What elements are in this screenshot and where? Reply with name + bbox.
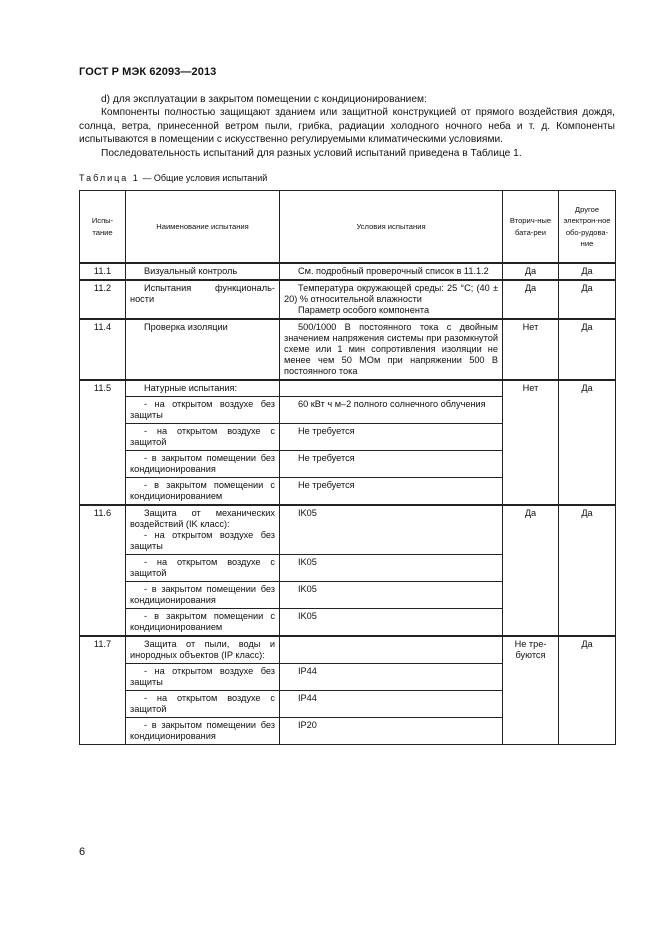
condition-text: См. подробный проверочный список в 11.1.2 (298, 266, 489, 276)
batteries-value: Да (503, 263, 559, 280)
test-conditions (280, 609, 503, 637)
test-conditions (280, 664, 503, 691)
test-conditions (280, 582, 503, 609)
batteries-value: Не тре-буются (503, 636, 559, 745)
test-conditions (280, 636, 503, 664)
batteries-value: Нет (503, 380, 559, 505)
test-subcondition: - на открытом воздухе с защитой (126, 691, 280, 718)
condition-text: IK05 (298, 508, 317, 518)
condition-text: Параметр особого компонента (298, 305, 430, 315)
other-equipment-value: Да (559, 505, 616, 636)
condition-text: IK05 (298, 584, 317, 594)
other-equipment-value: Да (559, 280, 616, 319)
test-number: 11.4 (80, 319, 126, 380)
test-conditions (280, 718, 503, 745)
table-row (80, 636, 616, 664)
header-test-number: Испы-тание (80, 191, 126, 264)
intro-paragraph-2: Компоненты полностью защищают зданием или защитной конструкцией от прямого воздействия дождя, солнца, ветра, принесенной ветром пыли, грибка, радиации холодного ночного неба и т. д. Компоненты испытываются в помещении с искусственно регулируемыми климатическими условиями. (79, 107, 615, 146)
test-subcondition: - на открытом воздухе без защиты (126, 397, 280, 424)
test-subcondition: - в закрытом помещении с кондиционированием (126, 478, 280, 506)
test-name: Визуальный контроль (126, 263, 280, 280)
condition-text: Не требуется (298, 453, 355, 463)
test-number: 11.2 (80, 280, 126, 319)
test-conditions (280, 397, 503, 424)
condition-text: Температура окружающей среды: 25 °С; (40 ± 20) % относительной влажности (284, 283, 498, 304)
intro-paragraph-1: d) для эксплуатации в закрытом помещении с кондиционированием: (101, 94, 427, 105)
condition-text: IK05 (298, 611, 317, 621)
condition-text: 60 кВт ч м–2 полного солнечного облучения (298, 399, 486, 409)
batteries-value: Нет (503, 319, 559, 380)
test-conditions (280, 478, 503, 506)
other-equipment-value: Да (559, 263, 616, 280)
header-other-equipment: Другое электрон-ное обо-рудова-ние (559, 191, 616, 264)
batteries-value: Да (503, 505, 559, 636)
test-number: 11.1 (80, 263, 126, 280)
test-conditions (280, 280, 503, 319)
test-conditions (280, 263, 503, 280)
header-test-name: Наименование испытания (126, 191, 280, 264)
test-name: Проверка изоляции (126, 319, 280, 380)
other-equipment-value: Да (559, 380, 616, 505)
table-caption (79, 173, 267, 183)
intro-text (79, 93, 615, 160)
test-subcondition: - на открытом воздухе без защиты (130, 530, 275, 551)
conditions-table (79, 190, 616, 745)
test-name (126, 505, 280, 555)
condition-text: IP44 (298, 693, 317, 703)
document-header: ГОСТ Р МЭК 62093—2013 (79, 66, 217, 78)
test-conditions (280, 424, 503, 451)
header-test-conditions: Условия испытания (280, 191, 503, 264)
test-conditions (280, 451, 503, 478)
test-name: Натурные испытания: (126, 380, 280, 397)
test-name-text: Защита от механических воздействий (IK класс): (130, 508, 275, 529)
condition-text: IK05 (298, 557, 317, 567)
test-conditions (280, 505, 503, 555)
test-subcondition: - на открытом воздухе без защиты (126, 664, 280, 691)
test-conditions (280, 380, 503, 397)
test-number: 11.5 (80, 380, 126, 505)
test-conditions (280, 555, 503, 582)
table-caption-title: — Общие условия испытаний (142, 173, 268, 183)
other-equipment-value: Да (559, 636, 616, 745)
condition-text: 500/1000 В постоянного тока с двойным значением напряжения системы при разомкнутой схеме или 1 мин сопротивления изоляции не менее чем 50 МОм при напряжении 500 В постоянного тока (284, 322, 498, 376)
table-row (80, 319, 616, 380)
condition-text: Не требуется (298, 426, 355, 436)
intro-paragraph-3: Последовательность испытаний для разных условий испытаний приведена в Таблице 1. (101, 147, 522, 159)
table-row (80, 280, 616, 319)
table-header-row (80, 191, 616, 264)
condition-text: IP44 (298, 666, 317, 676)
other-equipment-value: Да (559, 319, 616, 380)
test-name: Защита от пыли, воды и инородных объектов (IP класс): (126, 636, 280, 664)
page-number: 6 (79, 846, 86, 858)
header-secondary-batteries: Вторич-ные бата-реи (503, 191, 559, 264)
test-subcondition: - в закрытом помещении с кондиционированием (126, 609, 280, 637)
test-subcondition: - на открытом воздухе с защитой (126, 555, 280, 582)
table-row (80, 505, 616, 555)
test-subcondition: - в закрытом помещении без кондиционирования (126, 451, 280, 478)
batteries-value: Да (503, 280, 559, 319)
test-subcondition: - в закрытом помещении без кондиционирования (126, 582, 280, 609)
test-number: 11.6 (80, 505, 126, 636)
test-subcondition: - в закрытом помещении без кондиционирования (126, 718, 280, 745)
test-conditions (280, 319, 503, 380)
test-subcondition: - на открытом воздухе с защитой (126, 424, 280, 451)
table-caption-label: Таблица 1 (79, 173, 140, 183)
table-row (80, 380, 616, 397)
test-name: Испытания функциональ-ности (126, 280, 280, 319)
table-row (80, 263, 616, 280)
condition-text: Не требуется (298, 480, 355, 490)
condition-text: IP20 (298, 720, 317, 730)
test-conditions (280, 691, 503, 718)
test-number: 11.7 (80, 636, 126, 745)
